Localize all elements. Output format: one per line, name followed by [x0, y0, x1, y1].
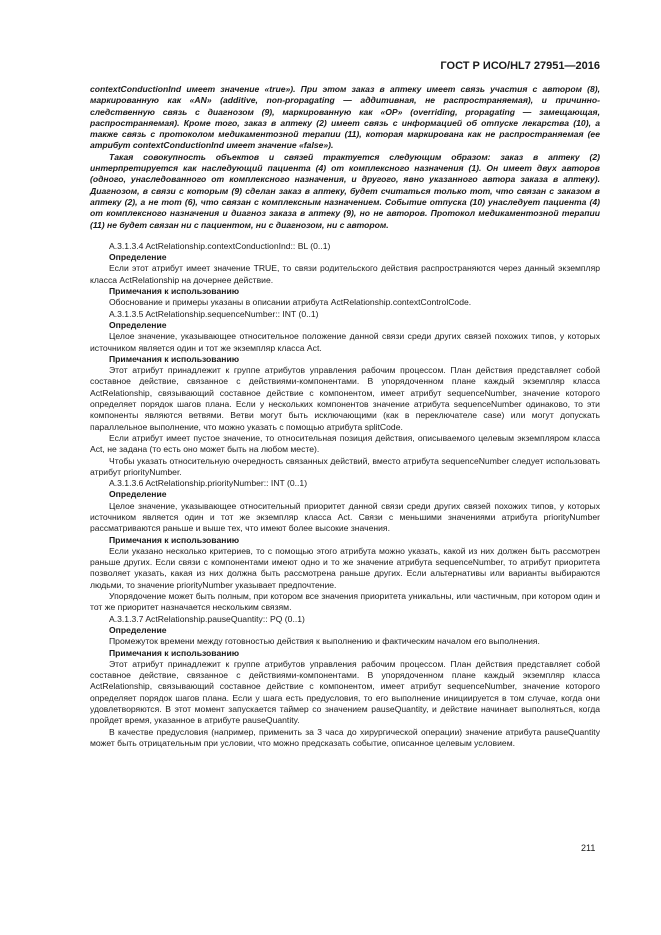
subheading-definition: Определение: [109, 624, 167, 635]
subheading-usage-notes: Примечания к использованию: [109, 353, 240, 364]
document-body: [90, 84, 600, 749]
subheading-definition: Определение: [109, 489, 167, 500]
paragraph: Этот атрибут принадлежит к группе атрибутов управления рабочим процессом. План действия представляет собой составное действие, связанное с действиями-компонентами. В упорядоченном плане каждый экземпляр класса ActRelationship, связывающий составное действие с компонентом, имеет атрибут sequenceNumber, значение которого определяет порядок шагов плана. Если у шага есть предусловия, то его выполнение инициируется в том случае, когда они удовлетворяются. В этот момент запускается таймер со значением pauseQuantity, и действие начинает выполняться, когда пройдет время, указанное в атрибуте pauseQuantity.: [90, 658, 600, 726]
paragraph-italic-bold: Такая совокупность объектов и связей трактуется следующим образом: заказ в аптеку (2) интерпретируется как наследующий пациента (4) от комплексного назначения (1). Он имеет двух авторов (одного, унаследованного от комплексного назначения, и другого, явно указанного автора заказа в аптеку). Диагнозом, в связи с которым (9) сделан заказ в аптеку, будет считаться только тот, что связан с заказом в аптеку (2), а не тот (6), что связан с комплексным назначением. Событие отпуска (10) унаследует пациента (4) от комплексного назначения и диагноз заказа в аптеку (9), но не авторов. Протокол медикаментозной терапии (11) не будет связан ни с пациентом, ни с диагнозом, ни с автором.: [90, 151, 600, 230]
standard-header: ГОСТ Р ИСО/HL7 27951—2016: [440, 60, 600, 72]
section-heading: A.3.1.3.4 ActRelationship.contextConductionInd:: BL (0..1): [109, 240, 331, 251]
paragraph: Промежуток времени между готовностью действия к выполнению и фактическим началом его выполнения.: [109, 636, 540, 647]
paragraph: Если атрибут имеет пустое значение, то относительная позиция действия, описываемого целевым экземпляром класса Act, не задана (то есть оно может быть на любом месте).: [90, 432, 600, 455]
section-heading: A.3.1.3.6 ActRelationship.priorityNumber:: INT (0..1): [109, 478, 308, 489]
page-number: 211: [581, 843, 596, 853]
paragraph: Чтобы указать относительную очередность связанных действий, вместо атрибута sequenceNumber следует использовать атрибут priorityNumber.: [90, 455, 600, 477]
subheading-definition: Определение: [109, 252, 167, 263]
paragraph: Если указано несколько критериев, то с помощью этого атрибута можно указать, какой из них должен быть рассмотрен раньше других. Если связи с компонентами имеют одно и то же значение атрибута sequenceNumber, то атрибут приоритета позволяет указать, какая из них должна быть рассмотрена раньше других. Если альтернативы или варианты выбираются людьми, то значение priorityNumber указывает предпочтение.: [90, 545, 600, 590]
subheading-definition: Определение: [109, 319, 167, 330]
paragraph: Упорядочение может быть полным, при котором все значения приоритета уникальны, или частичным, при котором один и тот же приоритет назначается нескольким связям.: [90, 591, 600, 613]
paragraph: Целое значение, указывающее относительный приоритет данной связи среди других связей похожих типов, у которых источником является один и тот же экземпляр класса Act. Связи с меньшими значениями атрибута priorityNumber рассматриваются раньше и выше тех, что имеют более высокие значения.: [90, 500, 600, 534]
paragraph: В качестве предусловия (например, применить за 3 часа до хирургической операции) значение атрибута pauseQuantity может быть отрицательным при условии, что можно предсказать событие, описанное целевым условием.: [90, 726, 600, 748]
subheading-usage-notes: Примечания к использованию: [109, 286, 240, 297]
paragraph: Целое значение, указывающее относительное положение данной связи среди других связей похожих типов, у которых источником является один и тот же экземпляр класса Act.: [90, 331, 600, 353]
section-heading: A.3.1.3.7 ActRelationship.pauseQuantity:: PQ (0..1): [109, 613, 305, 624]
paragraph: Этот атрибут принадлежит к группе атрибутов управления рабочим процессом. План действия представляет собой составное действие, связанное с действиями-компонентами. В упорядоченном плане каждый экземпляр класса ActRelationship, связывающий составное действие с компонентом, имеет атрибут sequenceNumber, значение которого определяет порядок шагов плана. Если у нескольких компонентов значение атрибута sequenceNumber одинаково, то эти компоненты являются ветвями. Ветви могут быть исключающими (как в переключателе case) или могут допускать параллельное выполнение, что можно указать с помощью атрибута splitCode.: [90, 365, 600, 432]
subheading-usage-notes: Примечания к использованию: [109, 534, 240, 545]
paragraph: Если этот атрибут имеет значение TRUE, то связи родительского действия распространяются через данный экземпляр класса ActRelationship на дочернее действие.: [90, 263, 600, 285]
paragraph-italic-bold: contextConductionInd имеет значение «true»). При этом заказ в аптеку имеет связь участия с автором (8), маркированную как «AN» (additive, non-propagating — аддитивная, не распространяемая), и причинно-следственную связь с диагнозом (9), маркированную как «OP» (overriding, propagating — замещающая, распространяемая). Кроме того, заказ в аптеку (2) имеет связь с информацией об отпуске лекарства (10), а также связь с протоколом медикаментозной терапии (11), которая маркирована как не распространяемая (ее атрибут contextConductionInd имеет значение «false»).: [90, 84, 600, 151]
section-heading: A.3.1.3.5 ActRelationship.sequenceNumber:: INT (0..1): [109, 308, 319, 319]
paragraph: Обоснование и примеры указаны в описании атрибута ActRelationship.contextControlCode.: [109, 297, 472, 308]
subheading-usage-notes: Примечания к использованию: [109, 647, 240, 658]
